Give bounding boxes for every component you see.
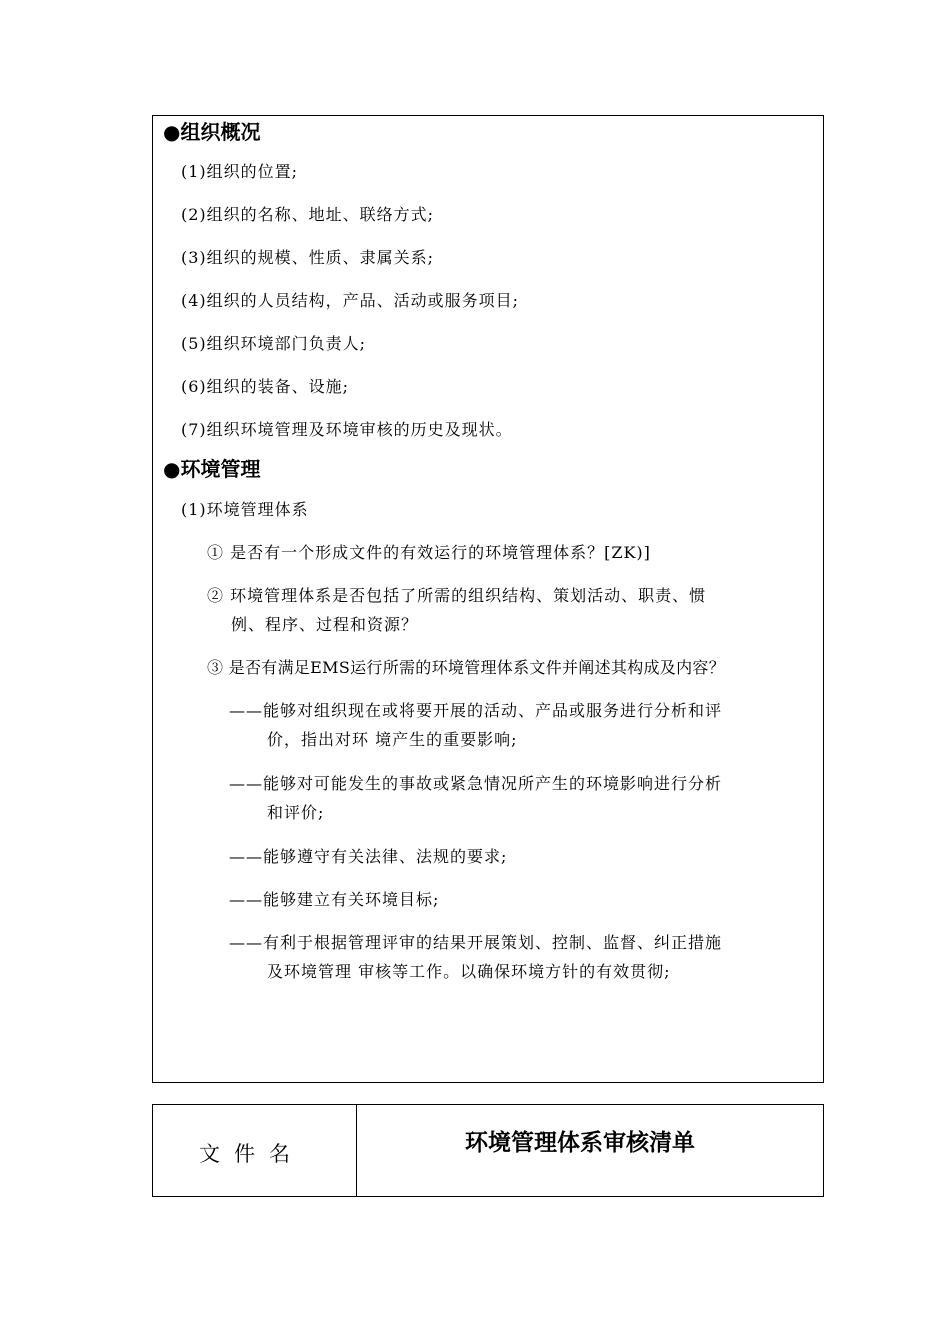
ems-subheading: (1)环境管理体系 — [181, 500, 309, 519]
question-2-line-2: 例、程序、过程和资源？ — [231, 615, 419, 634]
org-item-2: (2)组织的名称、地址、联络方式; — [181, 205, 435, 224]
requirement-4: ——能够建立有关环境目标; — [229, 890, 440, 909]
question-3: ③ 是否有满足EMS运行所需的环境管理体系文件并阐述其构成及内容？ — [207, 658, 726, 677]
checklist-content-box — [152, 115, 824, 1083]
requirement-1-line-2: 价，指出对环 境产生的重要影响; — [267, 730, 518, 749]
document-name-table — [152, 1104, 824, 1197]
question-2-line-1: ② 环境管理体系是否包括了所需的组织结构、策划活动、职责、惯 — [207, 586, 707, 605]
org-item-7: (7)组织环境管理及环境审核的历史及现状。 — [181, 420, 513, 439]
requirement-2-line-1: ——能够对可能发生的事故或紧急情况所产生的环境影响进行分析 — [229, 774, 723, 793]
org-item-5: (5)组织环境部门负责人; — [181, 334, 367, 353]
section-heading-org-overview: ●组织概况 — [163, 120, 261, 144]
document-title: 环境管理体系审核清单 — [465, 1130, 695, 1156]
document-title-cell — [357, 1105, 823, 1196]
requirement-1-line-1: ——能够对组织现在或将要开展的活动、产品或服务进行分析和评 — [229, 701, 723, 720]
question-1: ① 是否有一个形成文件的有效运行的环境管理体系？[ZK)] — [207, 543, 651, 562]
org-item-6: (6)组织的装备、设施; — [181, 377, 350, 396]
requirement-2-line-2: 和评价; — [267, 803, 325, 822]
document-name-label: 文件名 — [199, 1142, 304, 1166]
requirement-3: ——能够遵守有关法律、法规的要求; — [229, 847, 508, 866]
org-item-3: (3)组织的规模、性质、隶属关系; — [181, 248, 435, 267]
org-item-4: (4)组织的人员结构，产品、活动或服务项目; — [181, 291, 520, 310]
org-item-1: (1)组织的位置; — [181, 162, 299, 181]
requirement-5-line-2: 及环境管理 审核等工作。以确保环境方针的有效贯彻; — [267, 962, 671, 981]
requirement-5-line-1: ——有利于根据管理评审的结果开展策划、控制、监督、纠正措施 — [229, 933, 723, 952]
section-heading-env-management: ●环境管理 — [163, 457, 261, 481]
document-name-label-cell — [153, 1105, 357, 1196]
